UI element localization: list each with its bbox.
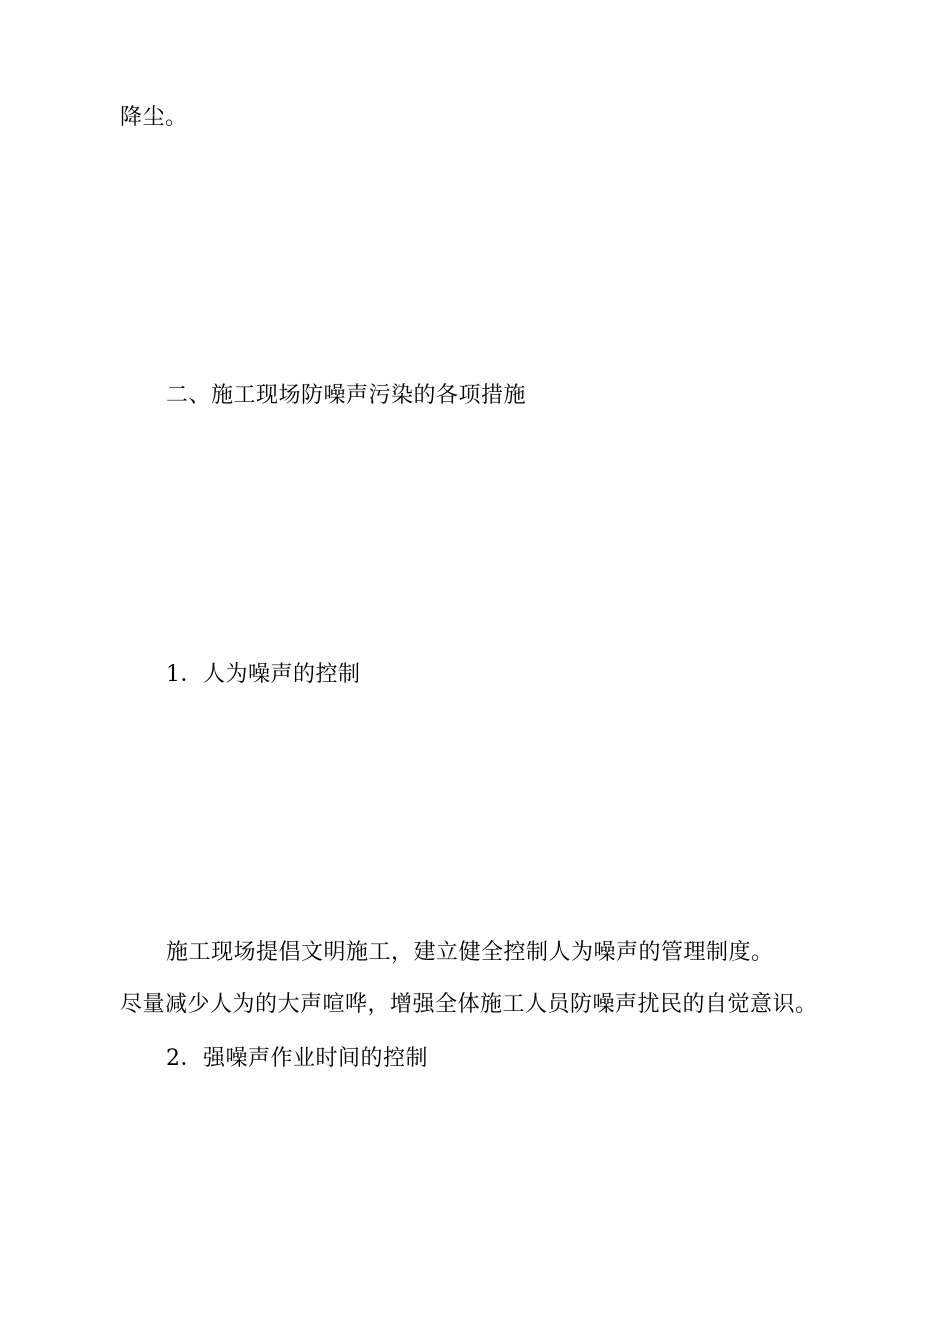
- paragraph-dust-end: 降尘。: [120, 105, 188, 130]
- subheading-strong-noise-time: 2．强噪声作业时间的控制: [166, 1046, 428, 1071]
- subheading-human-noise: 1．人为噪声的控制: [166, 662, 361, 687]
- paragraph-civilized-construction: 施工现场提倡文明施工，建立健全控制人为噪声的管理制度。: [166, 940, 774, 965]
- section-heading-noise-measures: 二、施工现场防噪声污染的各项措施: [166, 383, 527, 408]
- paragraph-reduce-noise: 尽量减少人为的大声喧哗，增强全体施工人员防噪声扰民的自觉意识。: [120, 992, 818, 1017]
